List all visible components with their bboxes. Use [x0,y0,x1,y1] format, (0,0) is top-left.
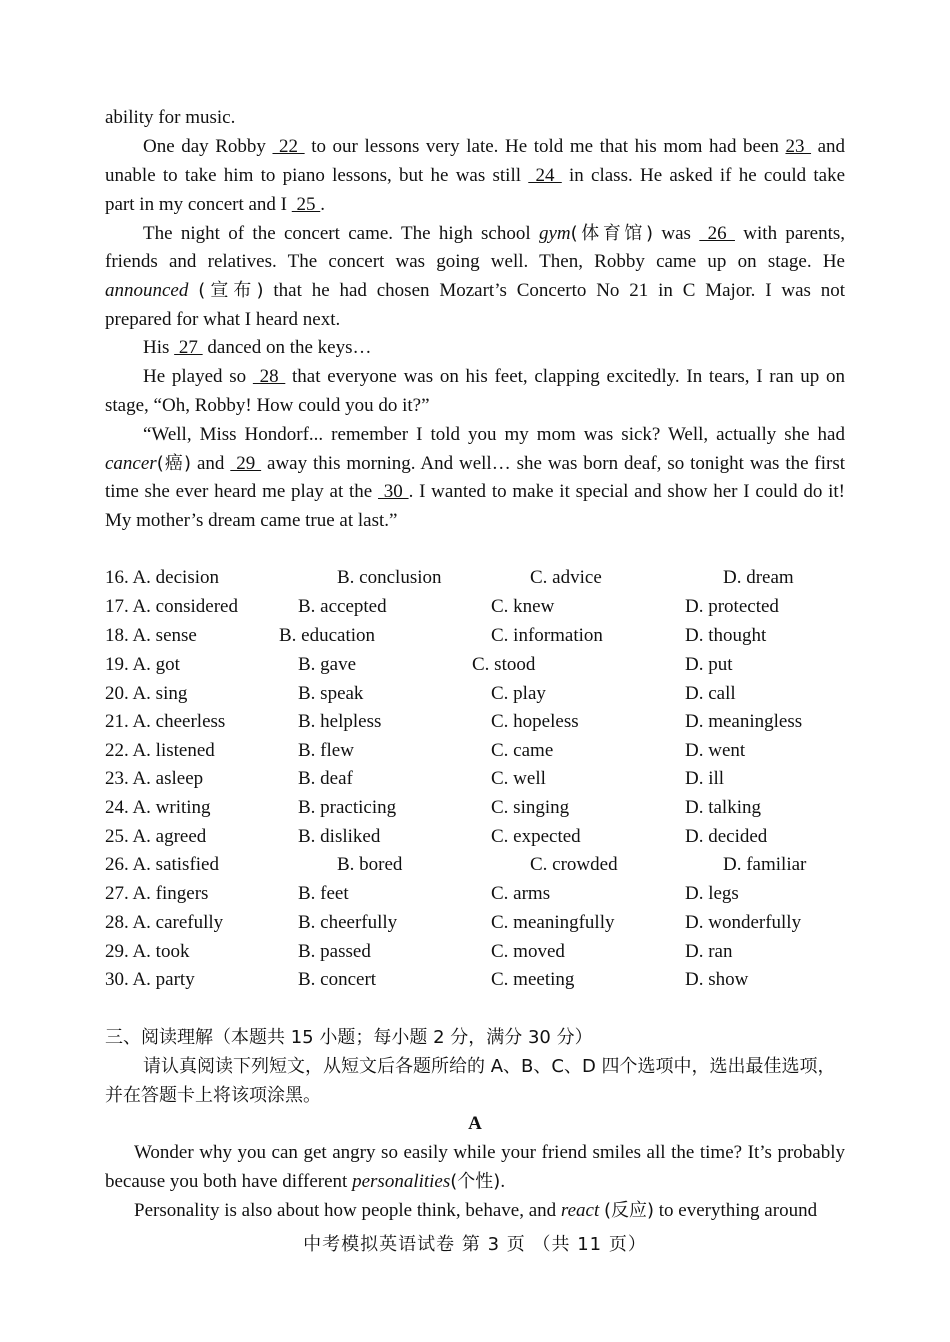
blank-25: 25 [291,194,321,215]
reading-line: Wonder why you can get angry so easily while your friend smiles all the time? It’s probably [134,1142,845,1163]
section-heading: 三、阅读理解（本题共 15 小题；每小题 2 分，满分 30 分） [105,1027,593,1048]
option-b: B. cheerfully [298,912,398,933]
option-a: 29. A. took [105,941,190,962]
option-b: B. practicing [298,797,397,818]
reading-line: because you both have different personalities(个性). [105,1171,506,1192]
option-c: C. play [491,683,546,704]
option-b: B. passed [298,941,371,962]
option-b: B. accepted [298,596,387,617]
blank-29: 29 [230,453,262,474]
passage-line: ability for music. [105,107,236,128]
blank-23: 23 [785,136,812,157]
option-b: B. bored [337,854,403,875]
option-a: 28. A. carefully [105,912,224,933]
option-d: D. meaningless [685,711,803,732]
passage-line: time she ever heard me play at the 30 . I wanted to make it special and show her I could do it! [105,481,845,502]
section-instructions: 并在答题卡上将该项涂黑。 [105,1085,321,1106]
option-b: B. feet [298,883,349,904]
section-instructions: 请认真阅读下列短文，从短文后各题所给的 A、B、C、D 四个选项中，选出最佳选项， [143,1056,836,1077]
option-d: D. ill [685,768,725,789]
option-d: D. dream [723,567,794,588]
option-a: 23. A. asleep [105,768,204,789]
option-c: C. well [491,768,546,789]
option-c: C. crowded [530,854,618,875]
passage-line: My mother’s dream came true at last.” [105,510,398,531]
option-b: B. flew [298,740,354,761]
blank-30: 30 [378,481,409,502]
passage-line: “Well, Miss Hondorf... remember I told you my mom was sick? Well, actually she had [143,424,845,445]
option-d: D. show [685,969,749,990]
option-a: 18. A. sense [105,625,197,646]
option-a: 16. A. decision [105,567,219,588]
passage-line: unable to take him to piano lessons, but he was still 24 in class. He asked if he could take [105,165,846,186]
option-d: D. legs [685,883,739,904]
option-c: C. knew [491,596,555,617]
option-a: 30. A. party [105,969,195,990]
option-d: D. call [685,683,736,704]
option-d: D. put [685,654,733,675]
option-d: D. wonderfully [685,912,802,933]
option-a: 21. A. cheerless [105,711,226,732]
option-a: 20. A. sing [105,683,188,704]
option-d: D. ran [685,941,733,962]
option-c: C. moved [491,941,565,962]
option-a: 27. A. fingers [105,883,209,904]
blank-27: 27 [174,337,203,358]
option-a: 25. A. agreed [105,826,207,847]
passage-line: friends and relatives. The concert was going well. Then, Robby came up on stage. He [105,251,845,272]
option-a: 26. A. satisfied [105,854,219,875]
option-d: D. went [685,740,746,761]
option-c: C. meeting [491,969,575,990]
option-c: C. singing [491,797,570,818]
option-b: B. deaf [298,768,353,789]
option-c: C. meaningfully [491,912,615,933]
passage-line: cancer(癌) and 29 away this morning. And well… she was born deaf, so tonight was the first [105,453,846,474]
blank-26: 26 [699,223,735,244]
passage-line: His 27 danced on the keys… [143,337,372,358]
blank-24: 24 [528,165,562,186]
passage-line: announced (宣布) that he had chosen Mozart’s Concerto No 21 in C Major. I was not [105,280,846,301]
passage-line: One day Robby 22 to our lessons very late. He told me that his mom had been 23 and [143,136,846,157]
option-d: D. talking [685,797,761,818]
option-c: C. expected [491,826,581,847]
option-a: 19. A. got [105,654,180,675]
option-b: B. helpless [298,711,382,732]
option-c: C. information [491,625,603,646]
part-title: A [468,1113,482,1134]
passage-line: prepared for what I heard next. [105,309,341,330]
option-d: D. protected [685,596,779,617]
passage-line: He played so 28 that everyone was on his feet, clapping excitedly. In tears, I ran up on [143,366,846,387]
option-c: C. hopeless [491,711,579,732]
passage-line: The night of the concert came. The high school gym(体育馆) was 26 with parents, [143,223,846,244]
option-b: B. disliked [298,826,381,847]
blank-22: 22 [272,136,305,157]
option-c: C. came [491,740,554,761]
option-c: C. advice [530,567,602,588]
option-b: B. gave [298,654,357,675]
option-d: D. thought [685,625,767,646]
blank-28: 28 [252,366,286,387]
option-c: C. stood [472,654,536,675]
option-b: B. education [279,625,376,646]
option-d: D. decided [685,826,768,847]
passage-line: stage, “Oh, Robby! How could you do it?” [105,395,430,416]
option-b: B. speak [298,683,364,704]
option-b: B. concert [298,969,377,990]
option-a: 24. A. writing [105,797,211,818]
option-a: 22. A. listened [105,740,215,761]
option-d: D. familiar [723,854,807,875]
option-b: B. conclusion [337,567,442,588]
passage-line: part in my concert and I 25 . [105,194,326,215]
option-a: 17. A. considered [105,596,238,617]
page-footer: 中考模拟英语试卷 第 3 页 （共 11 页） [303,1234,647,1255]
reading-line: Personality is also about how people think, behave, and react (反应) to everything around [134,1200,818,1221]
option-c: C. arms [491,883,551,904]
